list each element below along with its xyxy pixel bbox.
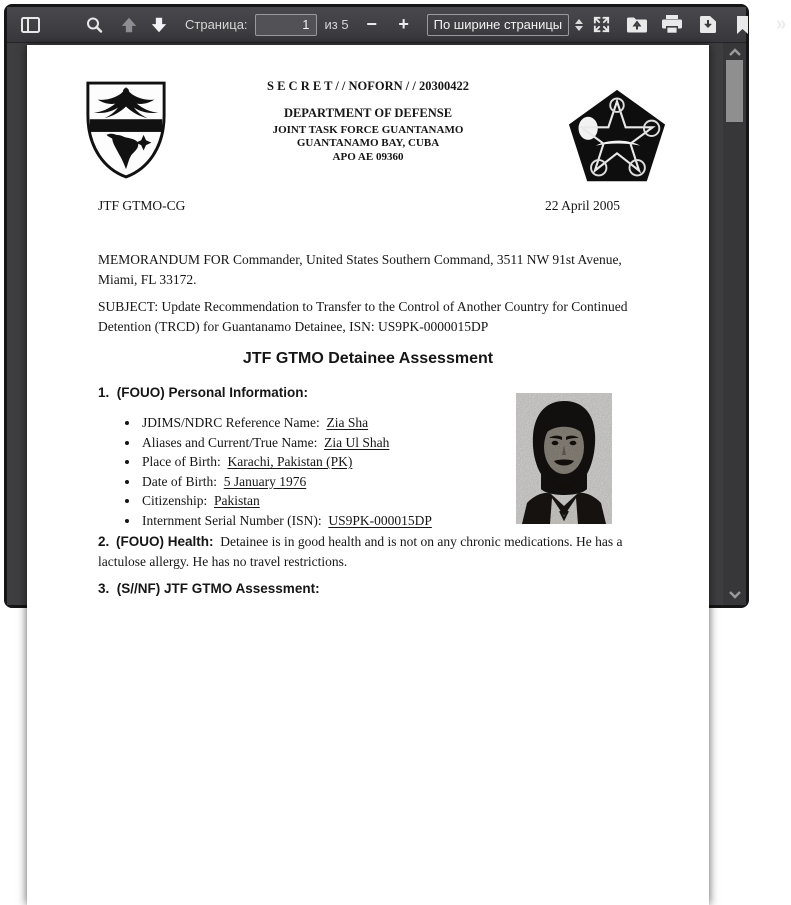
open-file-button[interactable] (626, 12, 648, 38)
sidebar-toggle-button[interactable] (19, 12, 41, 38)
office-symbol: JTF GTMO-CG (98, 198, 186, 213)
field-label: JDIMS/NDRC Reference Name: (142, 415, 320, 430)
bookmark-icon (736, 16, 749, 34)
field-value: 5 January 1976 (223, 473, 307, 489)
memorandum-line: MEMORANDUM FOR Commander, United States Southern Command, 3511 NW 91st Avenue, Miami, FL 33172. (98, 252, 622, 287)
vertical-scrollbar[interactable] (723, 43, 746, 605)
arrow-down-icon (150, 16, 168, 34)
section3-title: (S//NF) JTF GTMO Assessment: (116, 581, 320, 596)
zoom-mode-select[interactable] (427, 14, 570, 36)
sidebar-icon (21, 17, 40, 33)
office-date-row (98, 198, 620, 214)
field-label: Citizenship: (142, 493, 208, 508)
subject-line: SUBJECT: Update Recommendation to Transfer to the Control of Another Country for Continued Detention (TRCD) for Guantanamo Detainee, ISN: US9PK-0000015DP (98, 299, 628, 334)
pdf-viewer-window (4, 4, 785, 608)
next-page-button[interactable] (148, 12, 170, 38)
more-tools-button[interactable]: » (769, 12, 791, 38)
letterhead-line: JOINT TASK FORCE GUANTANAMO (272, 123, 464, 136)
field-label: Place of Birth: (142, 454, 221, 469)
download-icon (699, 15, 717, 34)
download-button[interactable] (697, 12, 719, 38)
personal-info-list (100, 413, 540, 530)
list-item (140, 511, 540, 531)
document-page (27, 45, 709, 905)
field-value: US9PK-000015DP (328, 512, 432, 528)
list-item (140, 433, 540, 453)
viewer-content (7, 43, 746, 605)
section3-heading (98, 581, 320, 596)
field-label: Internment Serial Number (ISN): (142, 512, 322, 528)
classification-banner: S E C R E T / / NOFORN / / 20300422 (267, 79, 469, 93)
field-value: Pakistan (214, 493, 260, 508)
zoom-in-button[interactable]: + (393, 12, 415, 38)
scroll-up-button[interactable] (723, 44, 746, 60)
previous-page-button[interactable] (118, 12, 140, 38)
bookmark-button[interactable] (731, 12, 753, 38)
section1-number: 1. (98, 385, 110, 400)
field-value: Karachi, Pakistan (PK) (227, 454, 353, 469)
list-item (140, 491, 540, 511)
letterhead-line: APO AE 09360 (332, 150, 404, 163)
section1-title: (FOUO) Personal Information: (116, 385, 309, 400)
list-item (140, 452, 540, 472)
toolbar (7, 7, 785, 43)
assessment-title: JTF GTMO Detainee Assessment (242, 350, 494, 367)
zoom-out-button[interactable]: − (361, 12, 383, 38)
select-spinner-icon[interactable] (575, 19, 583, 31)
page-label: Страница: (185, 17, 248, 32)
section3-number: 3. (98, 581, 110, 596)
letterhead (27, 107, 709, 164)
page-total-label: из 5 (324, 17, 349, 32)
search-icon (85, 16, 103, 34)
field-label: Date of Birth: (142, 473, 217, 489)
section1-heading (98, 385, 308, 400)
zoom-mode-value: По ширине страницы (433, 17, 563, 32)
scrollbar-thumb[interactable] (726, 60, 743, 122)
field-value: Zia Sha (326, 415, 369, 430)
letterhead-line: DEPARTMENT OF DEFENSE (283, 106, 453, 120)
field-value: Zia Ul Shah (324, 434, 390, 450)
detainee-photo (516, 393, 612, 524)
section2-number: 2. (98, 534, 110, 549)
print-button[interactable] (661, 12, 683, 38)
letterhead-line: GUANTANAMO BAY, CUBA (296, 137, 440, 149)
page-number-input[interactable] (255, 14, 317, 36)
fullscreen-arrows-icon (592, 15, 611, 34)
printer-icon (661, 15, 683, 34)
document-date: 22 April 2005 (544, 198, 620, 213)
search-button[interactable] (83, 12, 105, 38)
arrow-up-icon (120, 16, 138, 34)
scroll-down-button[interactable] (723, 587, 746, 603)
section2-paragraph (98, 532, 658, 572)
section2-text: Detainee is in good health and is not on any chronic medications. He has a lactulose allergy. He has no travel restrictions. (98, 534, 623, 569)
folder-open-icon (626, 16, 648, 34)
section2-heading: (FOUO) Health: (116, 534, 214, 549)
field-label: Aliases and Current/True Name: (142, 434, 318, 450)
list-item (140, 472, 540, 492)
list-item (140, 413, 540, 433)
presentation-mode-button[interactable] (590, 12, 612, 38)
